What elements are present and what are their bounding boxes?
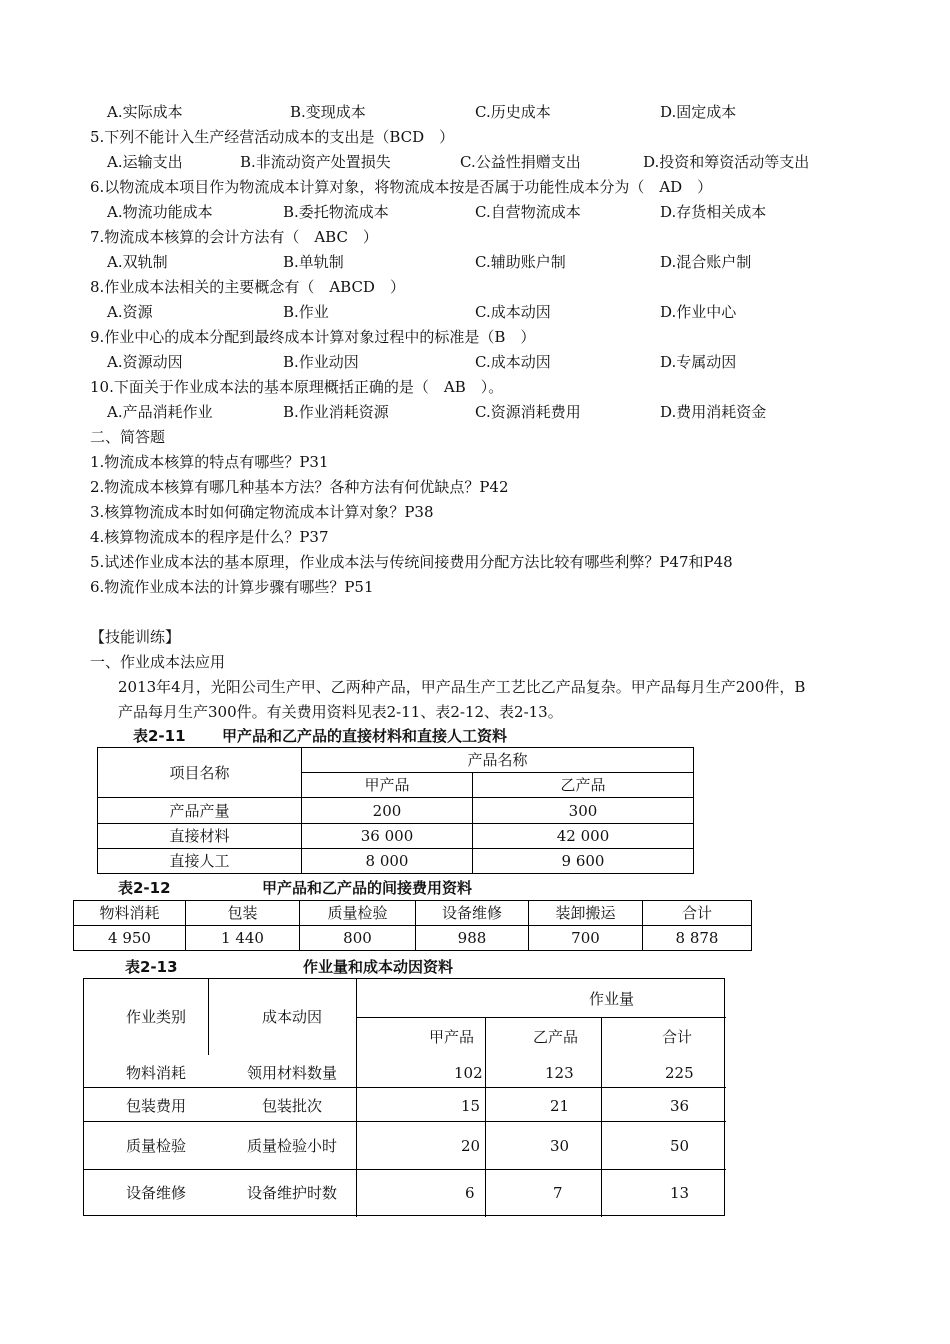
table-row (74, 926, 752, 951)
row-label: 设备维修 (126, 1184, 187, 1202)
short-question: 5.试述作业成本法的基本原理，作业成本法与传统间接费用分配方法比较有哪些利弊？P47和P48 (90, 553, 733, 571)
header-workload: 作业量 (589, 990, 635, 1008)
q9-option-d: D.专属动因 (660, 353, 737, 371)
cell-value: 42 000 (473, 824, 694, 849)
cell-value: 123 (545, 1064, 574, 1082)
cell-value: 7 (553, 1184, 563, 1202)
q7-option-a: A.双轨制 (107, 253, 168, 271)
short-question: 3.核算物流成本时如何确定物流成本计算对象？P38 (90, 503, 434, 521)
row-label: 物料消耗 (126, 1064, 187, 1082)
table-2-11-title: 甲产品和乙产品的直接材料和直接人工资料 (222, 727, 508, 745)
skill-training-title: 【技能训练】 (90, 628, 181, 646)
row-driver: 设备维护时数 (247, 1184, 338, 1202)
header-cell: 设备维修 (416, 901, 529, 926)
cell-value: 988 (416, 926, 529, 951)
table-row (98, 824, 694, 849)
cell-value: 36 (670, 1097, 690, 1115)
header-activity-type: 作业类别 (126, 1008, 187, 1026)
cell-value: 15 (461, 1097, 481, 1115)
row-label: 包装费用 (126, 1097, 187, 1115)
table-2-13-label: 表2-13 (125, 958, 178, 976)
q5-option-b: B.非流动资产处置损失 (240, 153, 391, 171)
q10-option-d: D.费用消耗资金 (660, 403, 767, 421)
header-cell: 合计 (643, 901, 752, 926)
q6-option-b: B.委托物流成本 (283, 203, 389, 221)
short-question: 6.物流作业成本法的计算步骤有哪些？P51 (90, 578, 374, 596)
cell-value: 21 (550, 1097, 570, 1115)
cell-value: 102 (454, 1064, 483, 1082)
cell-value: 50 (670, 1137, 690, 1155)
row-driver: 包装批次 (262, 1097, 323, 1115)
q6-option-d: D.存货相关成本 (660, 203, 767, 221)
q10-option-c: C.资源消耗费用 (475, 403, 581, 421)
q10-stem: 10.下面关于作业成本法的基本原理概括正确的是（ AB ）。 (90, 378, 504, 396)
cell-value: 36 000 (302, 824, 473, 849)
cell-value: 30 (550, 1137, 570, 1155)
q9-option-c: C.成本动因 (475, 353, 551, 371)
cell-value: 300 (473, 798, 694, 824)
cell-value: 13 (670, 1184, 690, 1202)
section-title-short-answer: 二、简答题 (90, 428, 166, 446)
cell-value: 20 (461, 1137, 481, 1155)
q4-option-d: D.固定成本 (660, 103, 737, 121)
cell-value: 800 (300, 926, 416, 951)
cell-value: 8 878 (643, 926, 752, 951)
short-question: 1.物流成本核算的特点有哪些？P31 (90, 453, 329, 471)
q7-stem: 7.物流成本核算的会计方法有（ ABC ） (90, 228, 378, 246)
cell-value: 6 (465, 1184, 475, 1202)
row-driver: 领用材料数量 (247, 1064, 338, 1082)
q5-stem: 5.下列不能计入生产经营活动成本的支出是（BCD ） (90, 128, 455, 146)
row-label: 直接材料 (98, 824, 302, 849)
header-product-b: 乙产品 (473, 773, 694, 798)
header-cell: 装卸搬运 (529, 901, 643, 926)
cell-value: 200 (302, 798, 473, 824)
q9-stem: 9.作业中心的成本分配到最终成本计算对象过程中的标准是（B ） (90, 328, 536, 346)
row-label: 直接人工 (98, 849, 302, 874)
q4-option-c: C.历史成本 (475, 103, 551, 121)
cell-value: 9 600 (473, 849, 694, 874)
q4-option-b: B.变现成本 (290, 103, 366, 121)
header-product-name: 产品名称 (302, 748, 694, 773)
short-question: 2.物流成本核算有哪几种基本方法？各种方法有何优缺点？P42 (90, 478, 509, 496)
cell-value: 1 440 (186, 926, 300, 951)
header-total: 合计 (662, 1028, 693, 1046)
paragraph-line: 产品每月生产300件。有关费用资料见表2-11、表2-12、表2-13。 (118, 703, 563, 721)
table-row (98, 849, 694, 874)
table-2-13-title: 作业量和成本动因资料 (303, 958, 454, 976)
table-2-11 (97, 747, 694, 874)
q7-option-c: C.辅助账户制 (475, 253, 566, 271)
q10-option-a: A.产品消耗作业 (107, 403, 213, 421)
q7-option-d: D.混合账户制 (660, 253, 752, 271)
q6-stem: 6.以物流成本项目作为物流成本计算对象，将物流成本按是否属于功能性成本分为（ AD ） (90, 178, 713, 196)
header-item-name: 项目名称 (98, 748, 302, 798)
row-driver: 质量检验小时 (247, 1137, 338, 1155)
row-label: 产品产量 (98, 798, 302, 824)
header-cell: 质量检验 (300, 901, 416, 926)
q8-option-d: D.作业中心 (660, 303, 737, 321)
skill-subtitle: 一、作业成本法应用 (90, 653, 226, 671)
header-product-a: 甲产品 (429, 1028, 475, 1046)
q10-option-b: B.作业消耗资源 (283, 403, 389, 421)
cell-value: 700 (529, 926, 643, 951)
q5-option-a: A.运输支出 (107, 153, 183, 171)
table-2-12 (73, 900, 752, 951)
header-product-b: 乙产品 (533, 1028, 579, 1046)
header-cell: 包装 (186, 901, 300, 926)
cell-value: 4 950 (74, 926, 186, 951)
cell-value: 8 000 (302, 849, 473, 874)
table-2-12-title: 甲产品和乙产品的间接费用资料 (262, 879, 473, 897)
q9-option-b: B.作业动因 (283, 353, 359, 371)
q7-option-b: B.单轨制 (283, 253, 344, 271)
table-2-13 (83, 978, 725, 1216)
q5-option-c: C.公益性捐赠支出 (460, 153, 581, 171)
table-2-11-label: 表2-11 (133, 727, 186, 745)
header-product-a: 甲产品 (302, 773, 473, 798)
q8-option-a: A.资源 (107, 303, 153, 321)
cell-value: 225 (665, 1064, 694, 1082)
q8-stem: 8.作业成本法相关的主要概念有（ ABCD ） (90, 278, 405, 296)
q4-option-a: A.实际成本 (107, 103, 183, 121)
row-label: 质量检验 (126, 1137, 187, 1155)
q5-option-d: D.投资和筹资活动等支出 (643, 153, 810, 171)
paragraph-line: 2013年4月，光阳公司生产甲、乙两种产品，甲产品生产工艺比乙产品复杂。甲产品每月生产200件，B (118, 678, 806, 696)
q6-option-a: A.物流功能成本 (107, 203, 213, 221)
q9-option-a: A.资源动因 (107, 353, 183, 371)
table-row (98, 798, 694, 824)
header-cell: 物料消耗 (74, 901, 186, 926)
table-2-12-label: 表2-12 (118, 879, 171, 897)
q8-option-b: B.作业 (283, 303, 329, 321)
q6-option-c: C.自营物流成本 (475, 203, 581, 221)
header-cost-driver: 成本动因 (262, 1008, 323, 1026)
short-question: 4.核算物流成本的程序是什么？P37 (90, 528, 329, 546)
q8-option-c: C.成本动因 (475, 303, 551, 321)
